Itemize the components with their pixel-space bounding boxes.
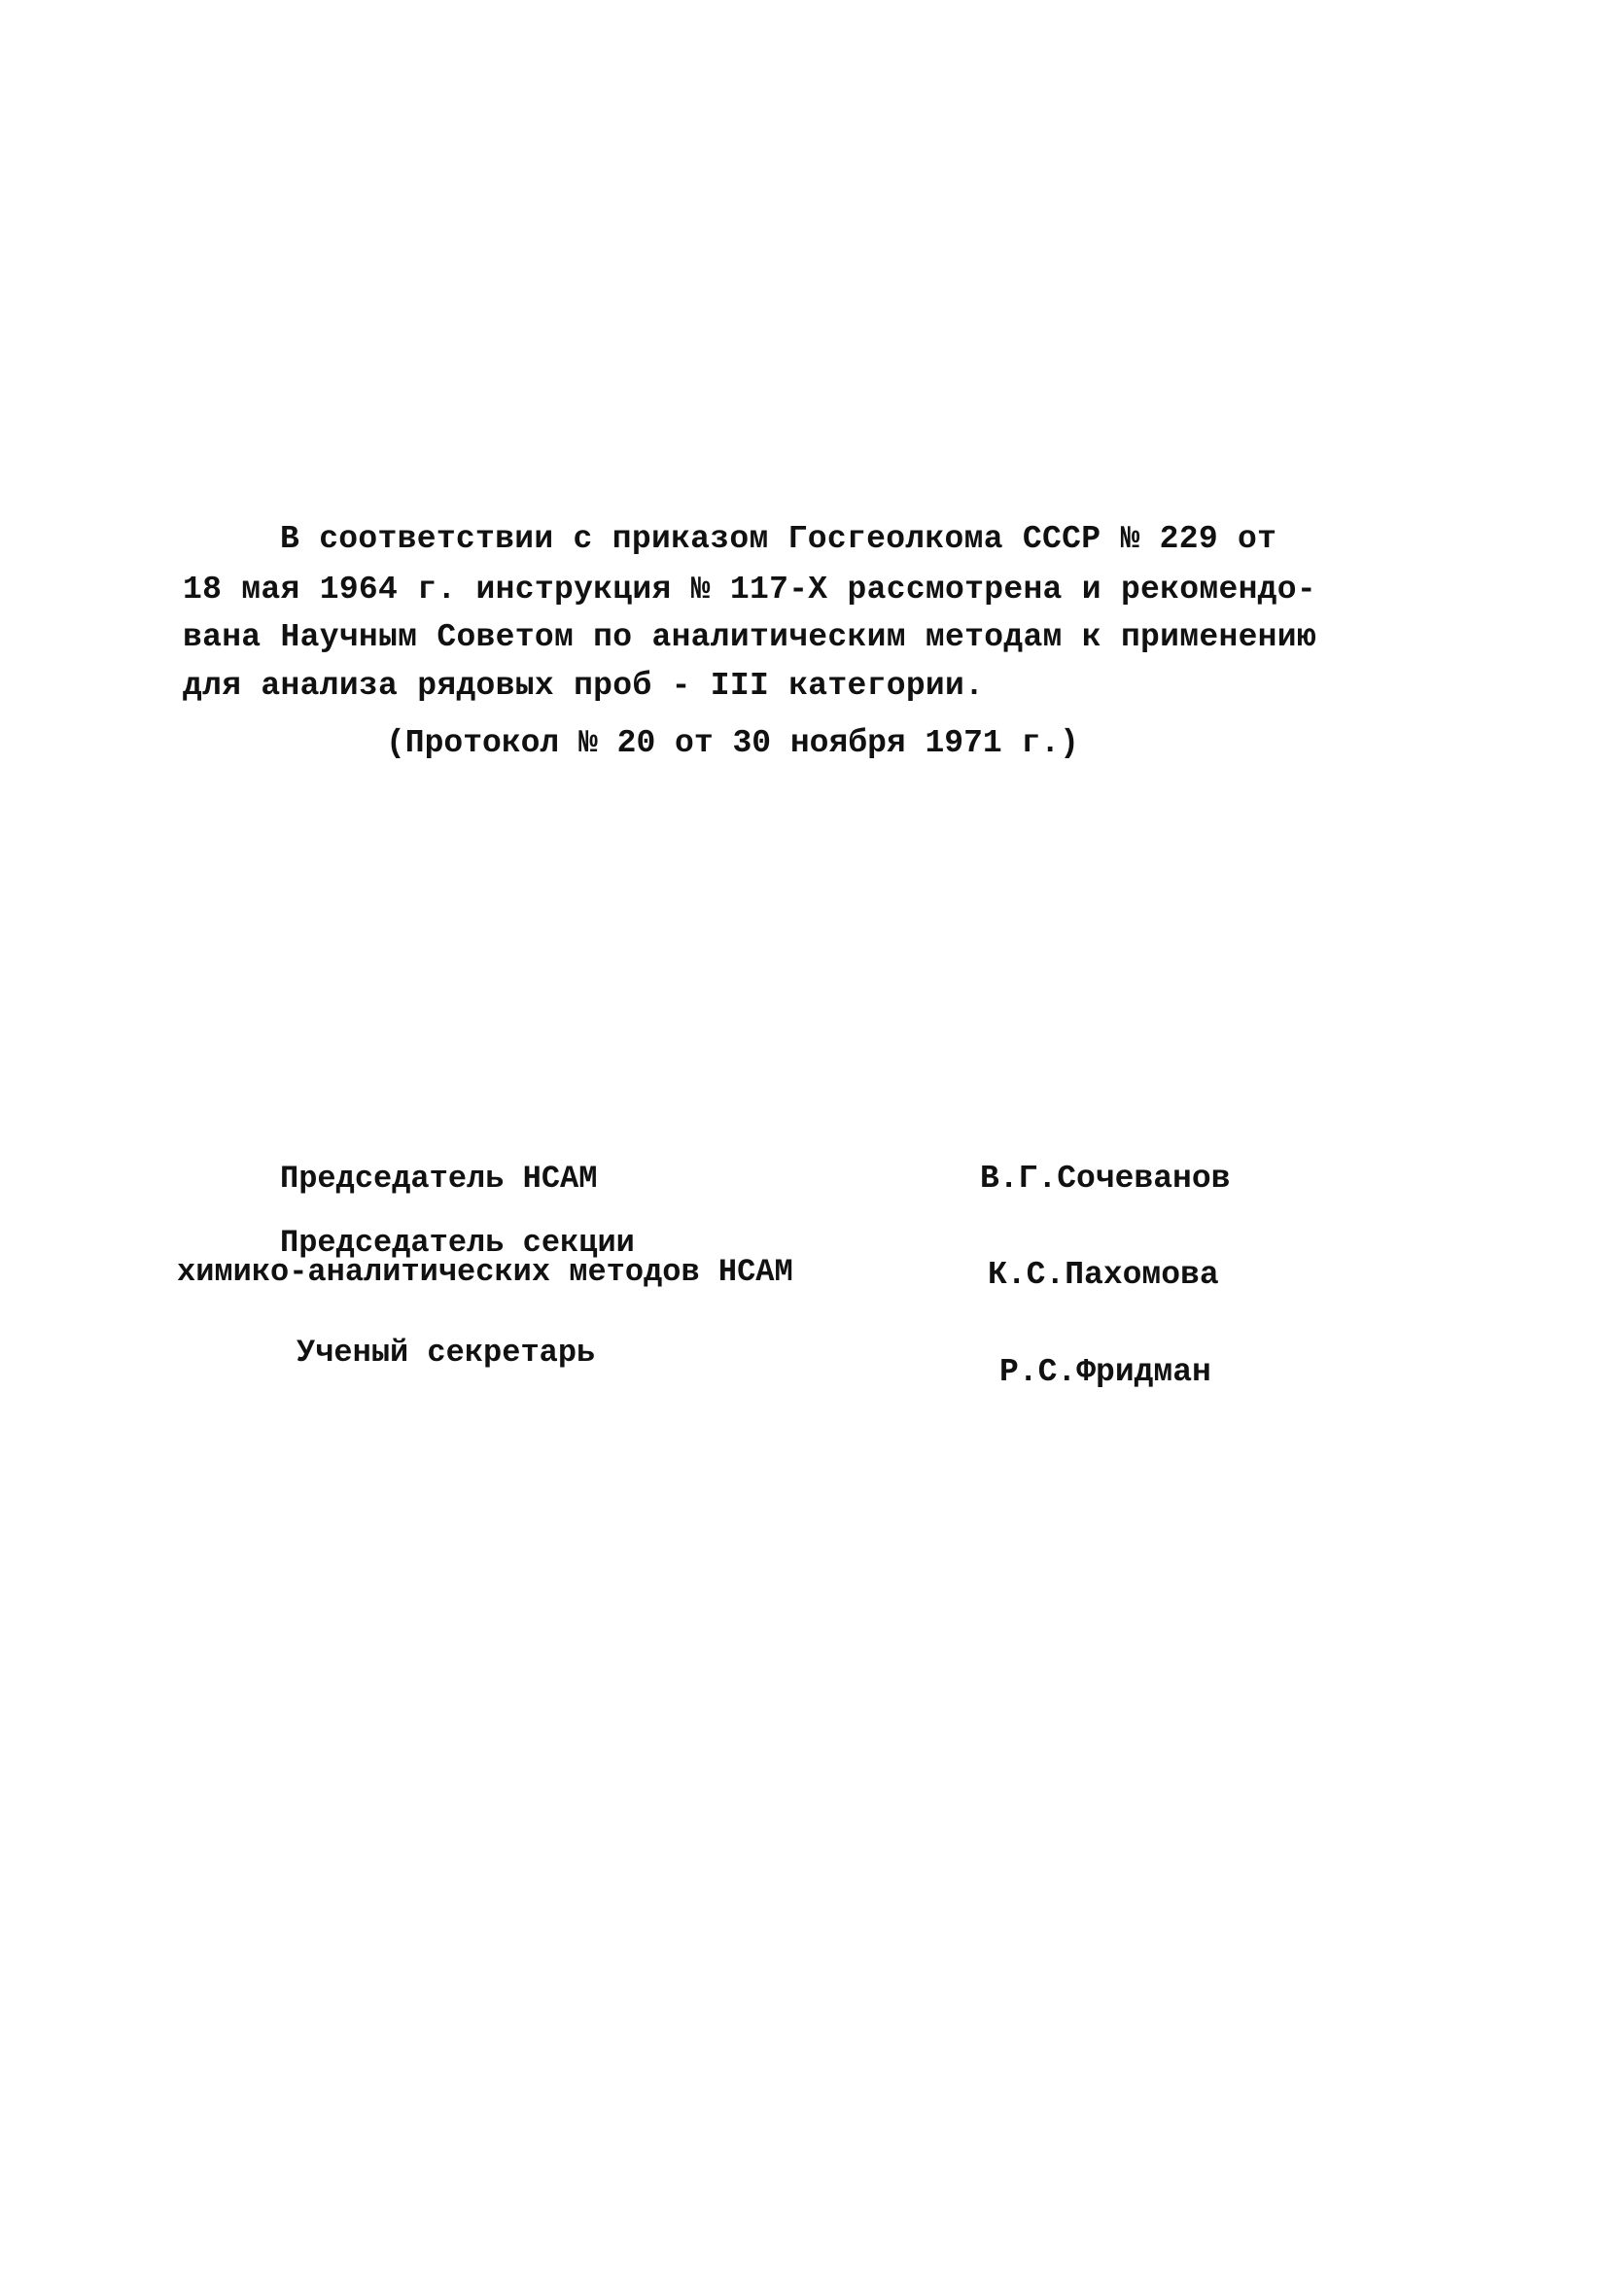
secretary-name: Р.С.Фридман (999, 1354, 1211, 1390)
paragraph-line-3: вана Научным Советом по аналитическим методам к применению (183, 619, 1316, 655)
paragraph-line-2: 18 мая 1964 г. инструкция № 117-Х рассмотрена и рекомендо- (183, 572, 1316, 608)
secretary-title: Ученый секретарь (297, 1335, 596, 1371)
chairman-name: В.Г.Сочеванов (980, 1161, 1231, 1197)
chairman-title: Председатель НСАМ (280, 1161, 598, 1197)
protocol-reference: (Протокол № 20 от 30 ноября 1971 г.) (386, 725, 1079, 761)
section-chairman-title-line2: химико-аналитических методов НСАМ (177, 1254, 793, 1290)
paragraph-line-1: В соответствии с приказом Госгеолкома СССР № 229 от (280, 521, 1277, 557)
section-chairman-name: К.С.Пахомова (988, 1257, 1219, 1293)
section-chairman-title-line1: Председатель секции (280, 1225, 635, 1261)
paragraph-line-4: для анализа рядовых проб - III категории. (183, 668, 985, 704)
